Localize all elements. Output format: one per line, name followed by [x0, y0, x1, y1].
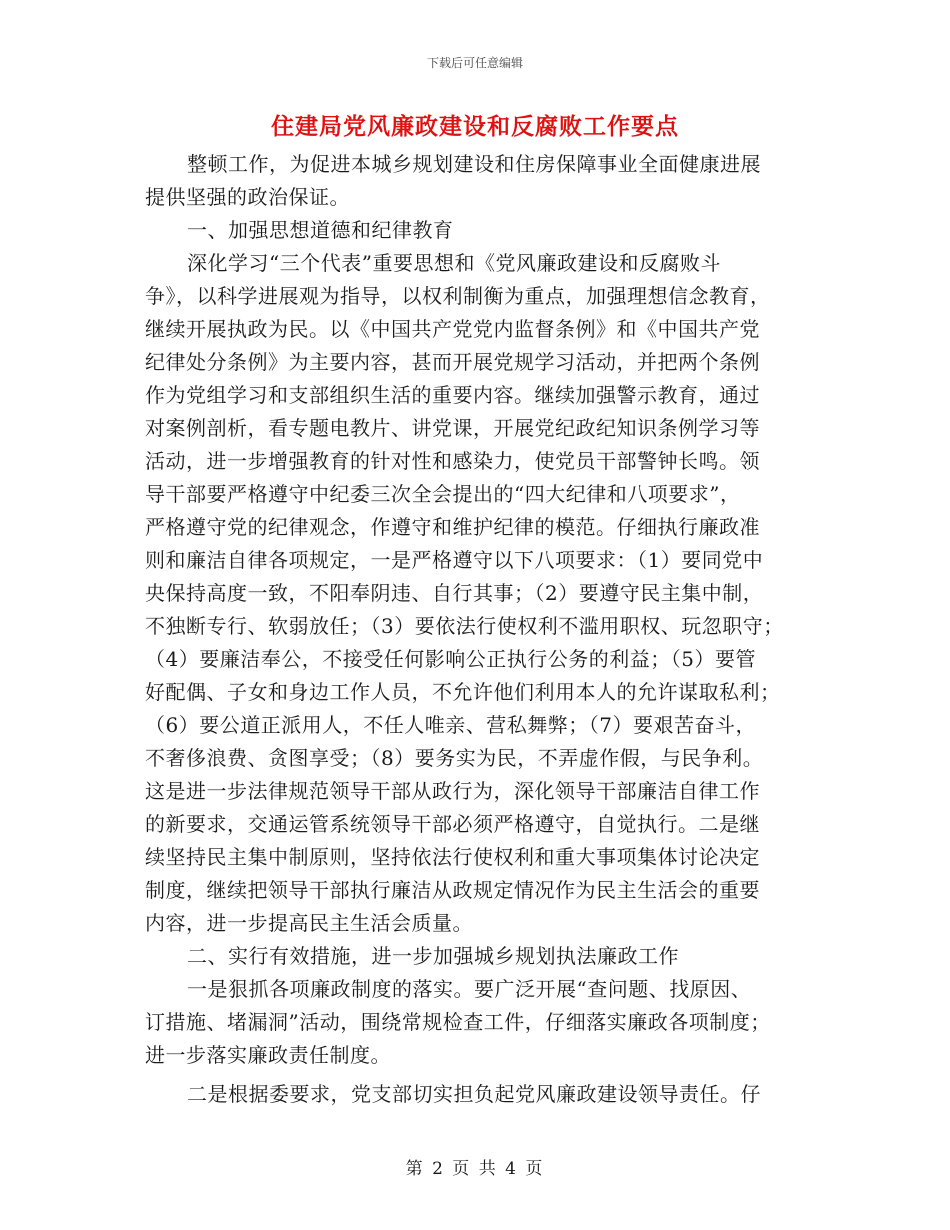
body-line: 活动，进一步增强教育的针对性和感染力，使党员干部警钟长鸣。领 [145, 449, 760, 473]
body-line: 则和廉洁自律各项规定，一是严格遵守以下八项要求：（1）要同党中 [145, 548, 764, 572]
body-line: 订措施、堵漏洞”活动，围绕常规检查工件，仔细落实廉政各项制度； [145, 1010, 771, 1034]
body-line: 央保持高度一致，不阳奉阴违、自行其事；（2）要遵守民主集中制， [145, 581, 764, 605]
body-line: 好配偶、子女和身边工作人员，不允许他们利用本人的允许谋取私利； [145, 680, 781, 704]
body-line: 制度，继续把领导干部执行廉洁从政规定情况作为民主生活会的重要 [145, 878, 760, 902]
body-line: 的新要求，交通运管系统领导干部必须严格遵守，自觉执行。二是继 [145, 812, 760, 836]
body-line: （4）要廉洁奉公，不接受任何影响公正执行公务的利益；（5）要管 [145, 647, 756, 671]
body-line: 续坚持民主集中制原则，坚持依法行使权利和重大事项集体讨论决定 [145, 845, 760, 869]
body-line: 整顿工作，为促进本城乡规划建设和住房保障事业全面健康进展 [187, 152, 761, 176]
body-line: 对案例剖析，看专题电教片、讲党课，开展党纪政纪知识条例学习等 [145, 416, 760, 440]
document-title: 住建局党风廉政建设和反腐败工作要点 [271, 113, 679, 140]
body-line: 作为党组学习和支部组织生活的重要内容。继续加强警示教育，通过 [145, 383, 760, 407]
body-line: 严格遵守党的纪律观念，作遵守和维护纪律的模范。仔细执行廉政准 [145, 515, 760, 539]
document-body [145, 148, 805, 1111]
body-line: 争》，以科学进展观为指导，以权利制衡为重点，加强理想信念教育， [145, 284, 771, 308]
body-line: 一是狠抓各项廉政制度的落实。要广泛开展“查问题、找原因、 [187, 977, 752, 1001]
body-line: 内容，进一步提高民主生活会质量。 [145, 911, 473, 935]
body-line: 提供坚强的政治保证。 [145, 185, 350, 209]
body-line: 二、实行有效措施，进一步加强城乡规划执法廉政工作 [187, 944, 679, 968]
body-line: 这是进一步法律规范领导干部从政行为，深化领导干部廉洁自律工作 [145, 779, 760, 803]
body-line: 二是根据委要求，党支部切实担负起党风廉政建设领导责任。仔 [187, 1082, 761, 1106]
body-line: 不奢侈浪费、贪图享受；（8）要务实为民，不弄虚作假，与民争利。 [145, 746, 764, 770]
body-line: （6）要公道正派用人，不任人唯亲、营私舞弊；（7）要艰苦奋斗， [145, 713, 756, 737]
body-line: 进一步落实廉政责任制度。 [145, 1043, 391, 1067]
body-line: 深化学习“三个代表”重要思想和《党风廉政建设和反腐败斗 [187, 251, 721, 275]
body-line: 不独断专行、软弱放任；（3）要依法行使权利不滥用职权、玩忽职守； [145, 614, 784, 638]
page-footer: 第 2 页 共 4 页 [405, 1159, 545, 1179]
body-line: 继续开展执政为民。以《中国共产党党内监督条例》和《中国共产党 [145, 317, 760, 341]
body-line: 纪律处分条例》为主要内容，甚而开展党规学习活动，并把两个条例 [145, 350, 760, 374]
body-line: 导干部要严格遵守中纪委三次全会提出的“四大纪律和八项要求”， [145, 482, 741, 506]
body-line: 一、加强思想道德和纪律教育 [187, 218, 454, 242]
header-note: 下载后可任意编辑 [426, 56, 523, 70]
